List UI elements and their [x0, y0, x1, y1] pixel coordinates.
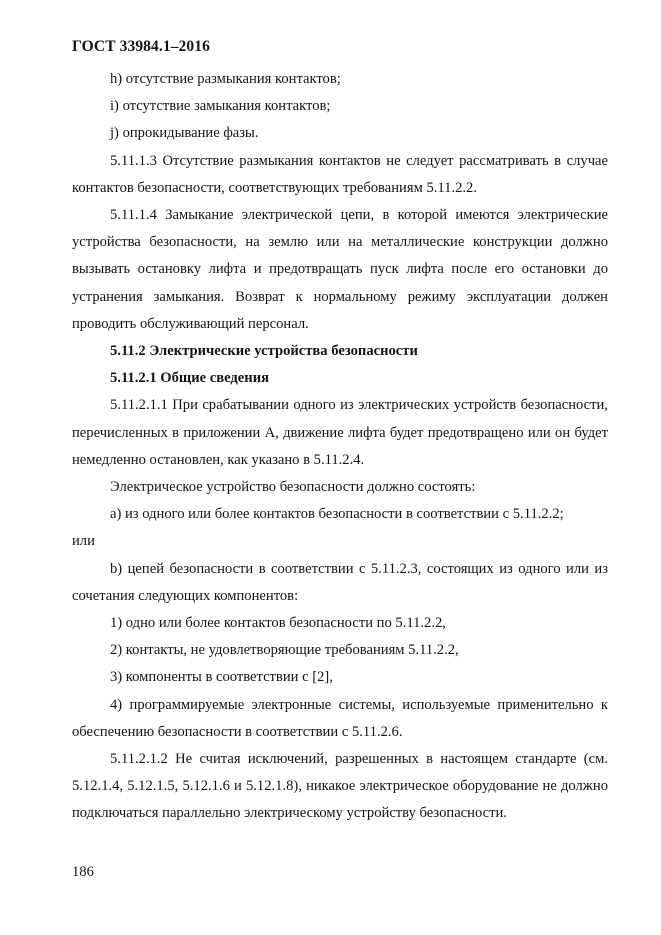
list-item-i: i) отсутствие замыкания контактов; — [110, 98, 331, 115]
list-item-1: 1) одно или более контактов безопасности по 5.11.2.2, — [110, 615, 446, 632]
document-code-header: ГОСТ 33984.1–2016 — [72, 38, 210, 55]
conjunction-or: или — [72, 533, 95, 550]
list-item-4: 4) программируемые электронные системы, используемые применительно к обеспечению безопасности в соответствии с 5.11.2.6. — [72, 696, 608, 740]
clause-5-11-1-4: 5.11.1.4 Замыкание электрической цепи, в которой имеются электрические устройства безопасности, на землю или на металлические конструкции должно вызывать остановку лифта и предотвращать пуск лифта после его остановки до устранения замыкания. Возврат к нормальному режиму эксплуатации должен проводить обслуживающий персонал. — [72, 207, 608, 332]
list-item-h: h) отсутствие размыкания контактов; — [110, 71, 341, 87]
clause-5-11-1-3: 5.11.1.3 Отсутствие размыкания контактов не следует рассматривать в случае контактов безопасности, соответствующих требованиям 5.11.2.2. — [72, 152, 608, 196]
list-item-3: 3) компоненты в соответствии с [2], — [110, 669, 333, 686]
clause-5-11-2-1-2: 5.11.2.1.2 Не считая исключений, разрешенных в настоящем стандарте (см. 5.12.1.4, 5.12.1.5, 5.12.1.6 и 5.12.1.8), никакое электрическое оборудование не должно подключаться параллельно электрическому устройству безопасности. — [72, 751, 608, 822]
list-item-a: a) из одного или более контактов безопасности в соответствии с 5.11.2.2; — [110, 506, 564, 523]
clause-5-11-2-1-1: 5.11.2.1.1 При срабатывании одного из электрических устройств безопасности, перечисленных в приложении А, движение лифта будет предотвращено или он будет немедленно остановлен, как указано в 5.11.2.4. — [72, 397, 608, 468]
list-item-2: 2) контакты, не удовлетворяющие требованиям 5.11.2.2, — [110, 642, 459, 659]
page-number: 186 — [72, 864, 94, 880]
paragraph-composition-intro: Электрическое устройство безопасности должно состоять: — [110, 479, 476, 496]
section-heading-5-11-2: 5.11.2 Электрические устройства безопасности — [110, 343, 418, 360]
page-body — [72, 66, 608, 828]
list-item-b: b) цепей безопасности в соответствии с 5.11.2.3, состоящих из одного или из сочетания следующих компонентов: — [72, 560, 608, 604]
list-item-j: j) опрокидывание фазы. — [110, 125, 259, 142]
section-heading-5-11-2-1: 5.11.2.1 Общие сведения — [110, 370, 269, 387]
